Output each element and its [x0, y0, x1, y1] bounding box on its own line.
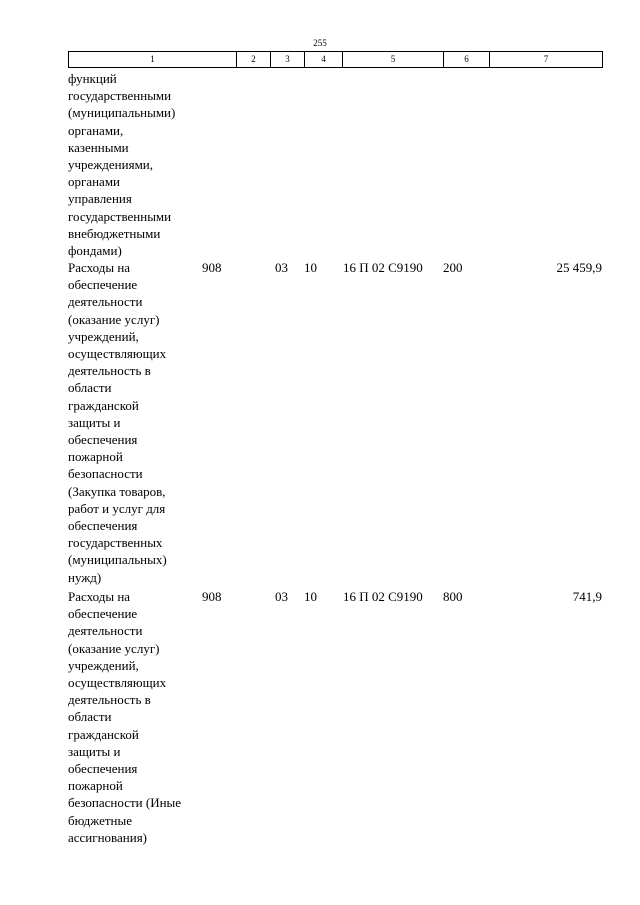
header-col-7: 7: [489, 51, 603, 68]
row-ved: 908: [202, 260, 222, 275]
table-header: [68, 51, 602, 67]
header-col-5: 5: [342, 51, 443, 68]
header-col-2: 2: [236, 51, 270, 68]
row-vr: 800: [443, 589, 463, 604]
row-sum: 25 459,9: [556, 260, 602, 275]
row-csr: 16 П 02 С9190: [343, 260, 423, 275]
row-ved: 908: [202, 589, 222, 604]
page-number: 255: [313, 38, 327, 48]
header-col-1: 1: [68, 51, 236, 68]
header-col-6: 6: [443, 51, 489, 68]
row-vr: 200: [443, 260, 463, 275]
row-sum: 741,9: [572, 589, 602, 604]
row-csr: 16 П 02 С9190: [343, 589, 423, 604]
row-pr: 10: [304, 589, 317, 604]
row-pr: 10: [304, 260, 317, 275]
header-col-4: 4: [304, 51, 342, 68]
row-description: Расходы на обеспечение деятельности (оказание услуг) учреждений, осуществляющих деятельность в области гражданской защиты и обеспечения пожарной безопасности (Закупка товаров, работ и услуг для обеспечения государственных (муниципальных) нужд): [68, 260, 167, 585]
row-rz: 03: [275, 589, 288, 604]
row-description: Расходы на обеспечение деятельности (оказание услуг) учреждений, осуществляющих деятельность в области гражданской защиты и обеспечения пожарной безопасности (Иные бюджетные ассигнования): [68, 589, 182, 845]
header-col-3: 3: [270, 51, 304, 68]
continuation-text: функций государственными (муниципальными) органами, казенными учреждениями, органами управления государственными внебюджетными фондами): [68, 71, 176, 259]
row-rz: 03: [275, 260, 288, 275]
